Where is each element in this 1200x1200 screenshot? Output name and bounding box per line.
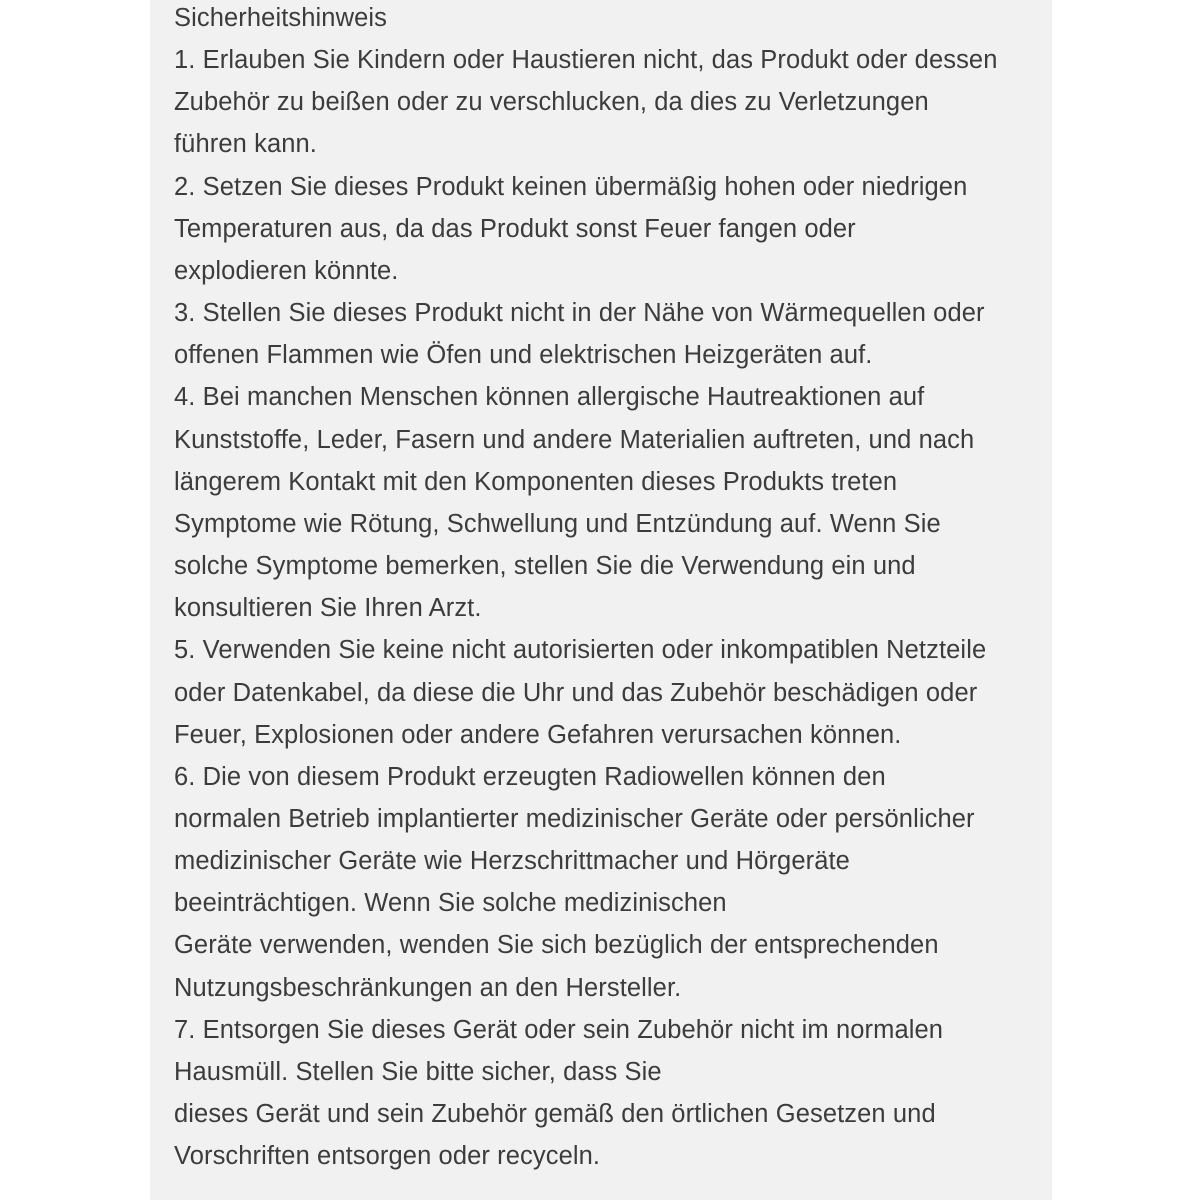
safety-notice-text (174, 0, 1044, 1177)
notice-title: Sicherheitshinweis (174, 4, 387, 32)
notice-line: 4. Bei manchen Menschen können allergische Hautreaktionen auf (174, 383, 925, 412)
notice-line: Feuer, Explosionen oder andere Gefahren verursachen können. (174, 720, 902, 749)
notice-line: Nutzungsbeschränkungen an den Hersteller. (174, 973, 682, 1002)
notice-line: konsultieren Sie Ihren Arzt. (174, 594, 482, 623)
notice-line: 6. Die von diesem Produkt erzeugten Radiowellen können den (174, 762, 886, 791)
notice-line: Geräte verwenden, wenden Sie sich bezüglich der entsprechenden (174, 931, 939, 960)
notice-line: Symptome wie Rötung, Schwellung und Entzündung auf. Wenn Sie (174, 509, 941, 538)
notice-line: dieses Gerät und sein Zubehör gemäß den örtlichen Gesetzen und (174, 1100, 936, 1129)
notice-line: normalen Betrieb implantierter medizinischer Geräte oder persönlicher (174, 804, 975, 833)
notice-line: 5. Verwenden Sie keine nicht autorisierten oder inkompatiblen Netzteile (174, 636, 987, 665)
notice-line: Hausmüll. Stellen Sie bitte sicher, dass Sie (174, 1057, 662, 1086)
notice-line: 7. Entsorgen Sie dieses Gerät oder sein Zubehör nicht im normalen (174, 1015, 944, 1044)
notice-line: Temperaturen aus, da das Produkt sonst Feuer fangen oder (174, 214, 856, 243)
notice-line: medizinischer Geräte wie Herzschrittmacher und Hörgeräte (174, 847, 850, 876)
notice-line: 1. Erlauben Sie Kindern oder Haustieren nicht, das Produkt oder dessen (174, 46, 998, 75)
notice-line: beeinträchtigen. Wenn Sie solche medizinischen (174, 889, 727, 918)
notice-line: Zubehör zu beißen oder zu verschlucken, da dies zu Verletzungen (174, 88, 929, 117)
notice-line: 3. Stellen Sie dieses Produkt nicht in der Nähe von Wärmequellen oder (174, 299, 985, 328)
notice-line: explodieren könnte. (174, 256, 399, 285)
notice-line: 2. Setzen Sie dieses Produkt keinen übermäßig hohen oder niedrigen (174, 172, 968, 201)
notice-line: längerem Kontakt mit den Komponenten dieses Produkts treten (174, 467, 898, 496)
notice-line: oder Datenkabel, da diese die Uhr und das Zubehör beschädigen oder (174, 678, 978, 707)
notice-line: Kunststoffe, Leder, Fasern und andere Materialien auftreten, und nach (174, 425, 975, 454)
notice-line: offenen Flammen wie Öfen und elektrischen Heizgeräten auf. (174, 341, 873, 370)
notice-line: solche Symptome bemerken, stellen Sie die Verwendung ein und (174, 552, 916, 581)
notice-line: führen kann. (174, 130, 317, 159)
notice-line: Vorschriften entsorgen oder recyceln. (174, 1142, 601, 1171)
